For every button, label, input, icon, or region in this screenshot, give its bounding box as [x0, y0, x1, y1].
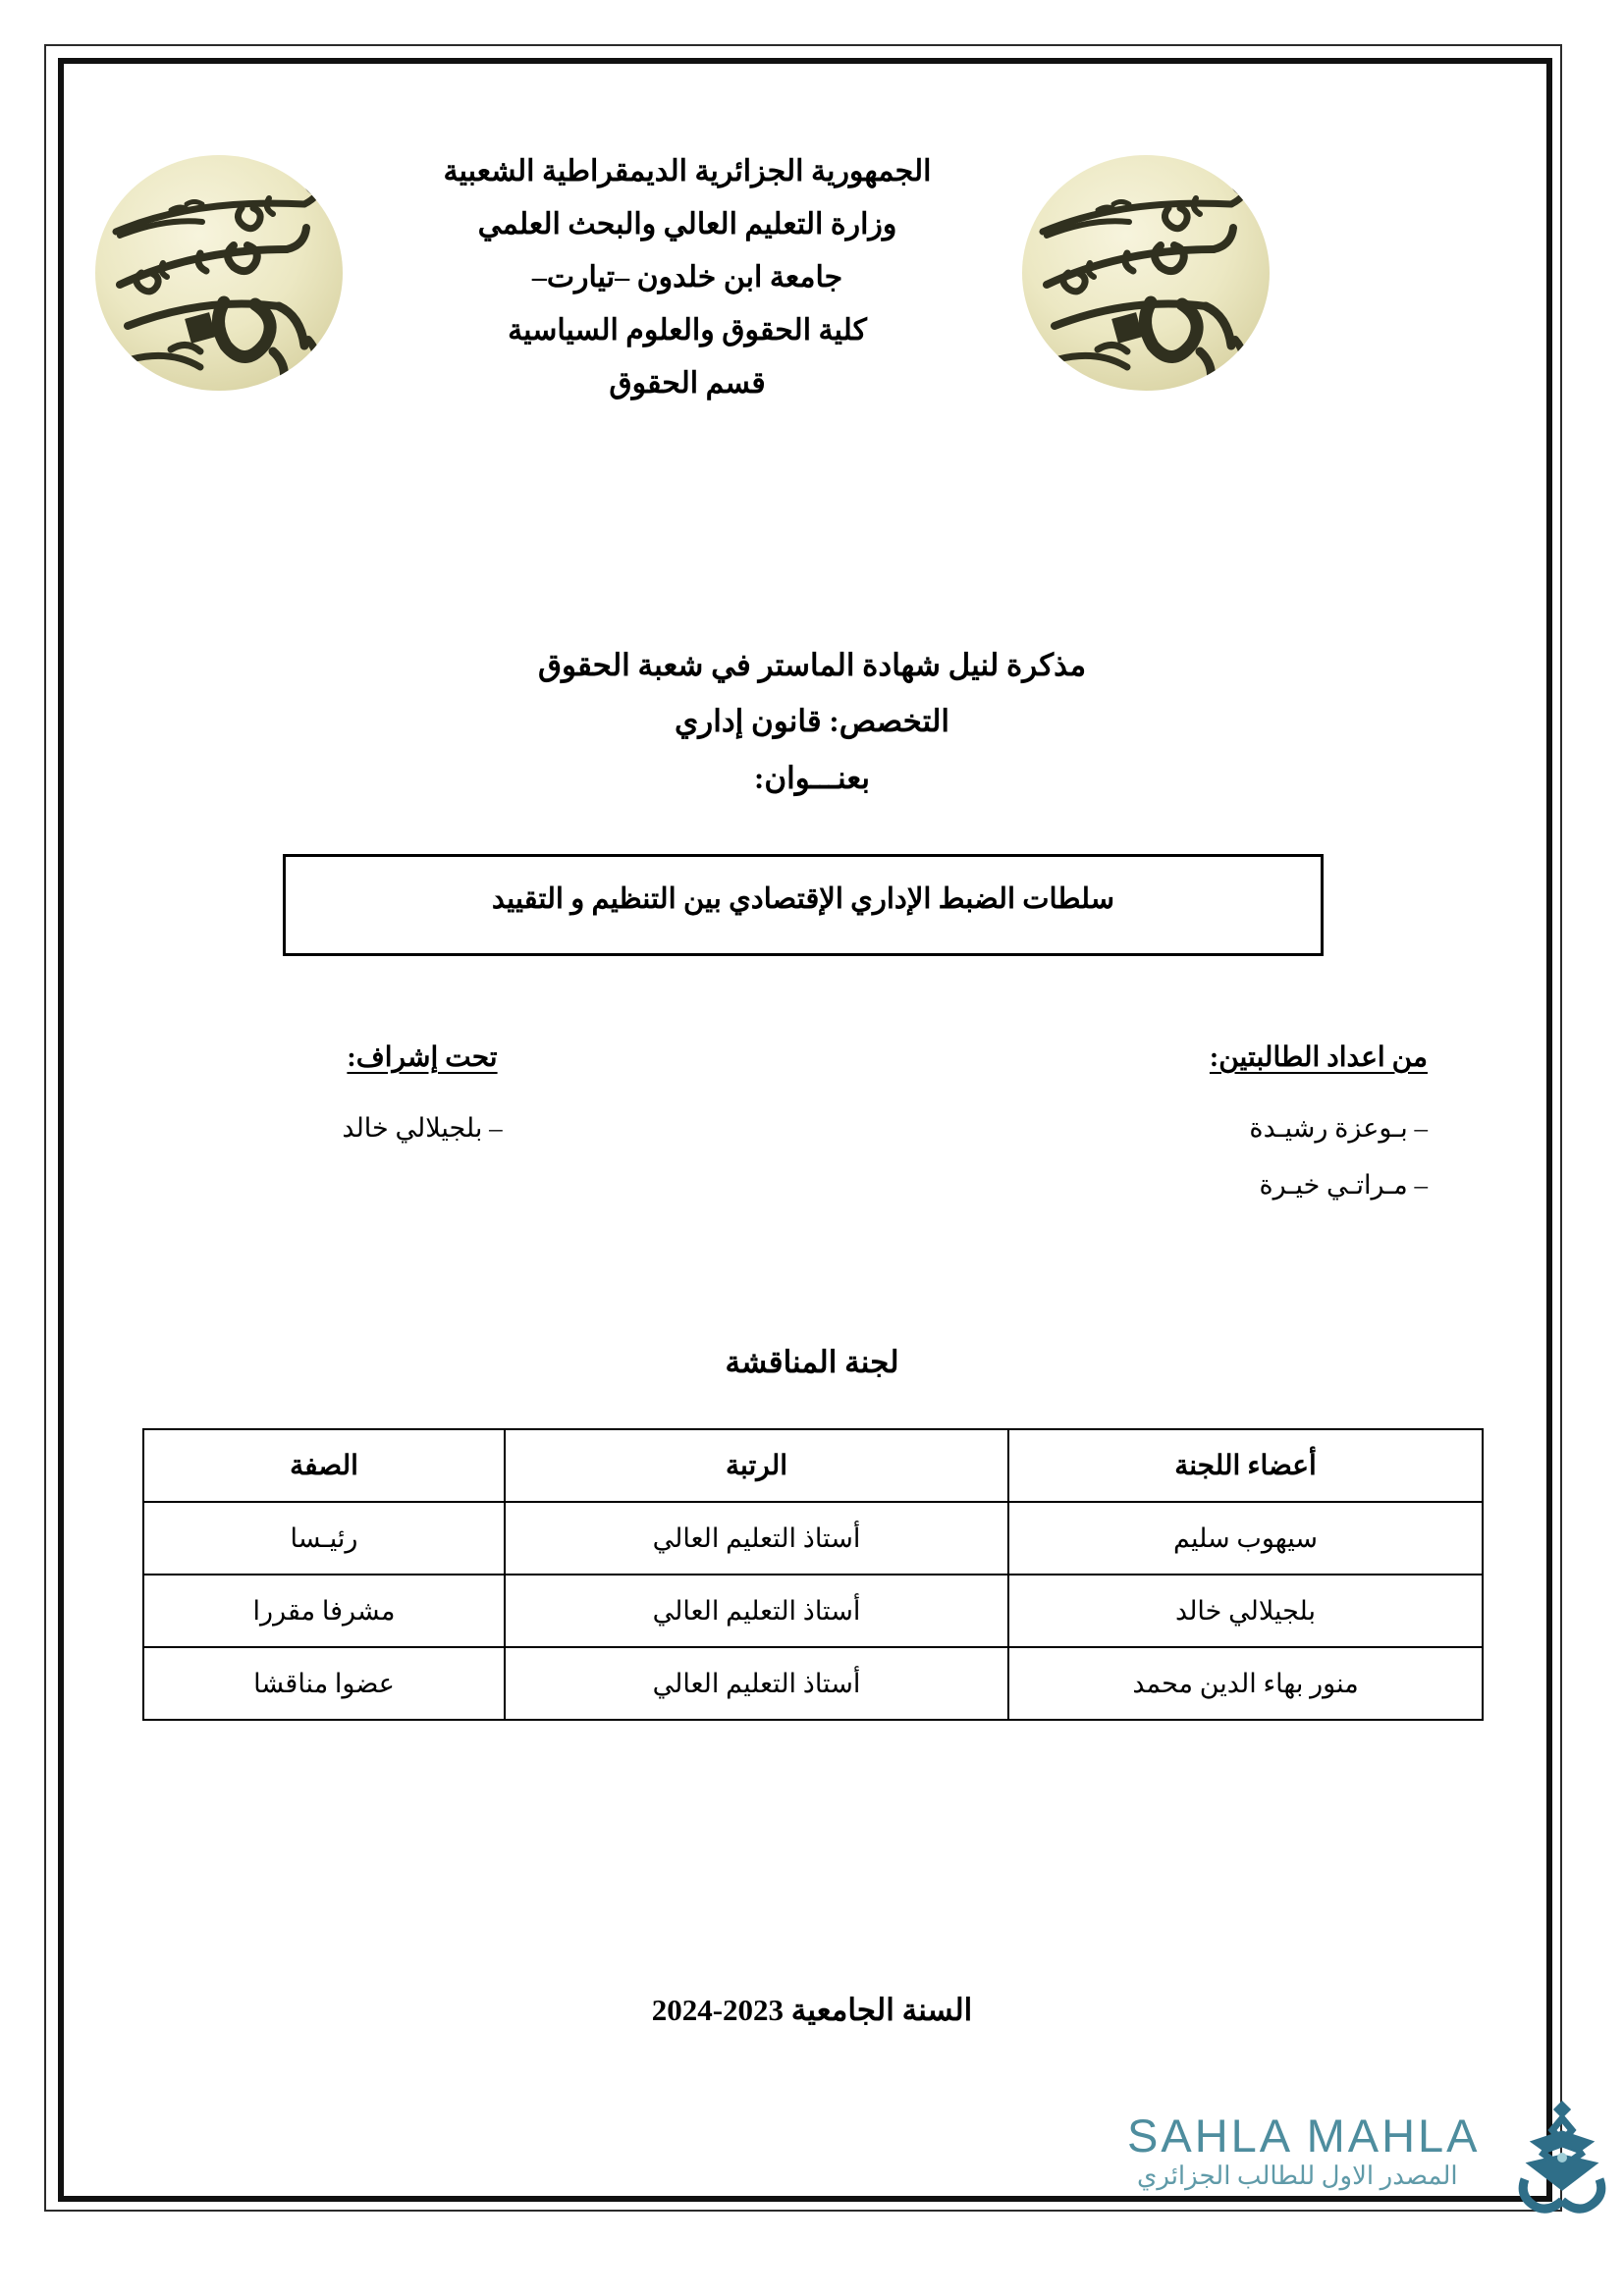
author-name-2: – مـراتـي خيـرة: [1259, 1170, 1428, 1200]
jury-member-name: بلجيلالي خالد: [1008, 1575, 1483, 1647]
jury-member-role: رئيـسا: [143, 1502, 505, 1575]
table-row: [143, 1575, 1483, 1647]
author-name-1: – بـوعزة رشيـدة: [1249, 1113, 1428, 1143]
degree-statement: مذكرة لنيل شهادة الماستر في شعبة الحقوق: [537, 648, 1087, 682]
table-row: [143, 1647, 1483, 1720]
jury-member-rank: أستاذ التعليم العالي: [505, 1575, 1008, 1647]
header-line-university: جامعة ابن خلدون –تيارت–: [531, 261, 843, 294]
sahla-mahla-watermark: [1127, 2109, 1618, 2236]
header-line-faculty: كلية الحقوق والعلوم السياسية: [508, 314, 867, 347]
degree-block: [321, 638, 1303, 807]
jury-col-members: أعضاء اللجنة: [1008, 1429, 1483, 1502]
jury-member-role: مشرفا مقررا: [143, 1575, 505, 1647]
watermark-tagline: المصدر الاول للطالب الجزائري: [1137, 2162, 1458, 2190]
university-logo-right: [1003, 147, 1288, 395]
watermark-brand-name: SAHLA MAHLA: [1127, 2109, 1481, 2162]
jury-member-rank: أستاذ التعليم العالي: [505, 1502, 1008, 1575]
authors-section: [1015, 1041, 1428, 1213]
supervisor-heading: تحت إشراف:: [347, 1042, 498, 1073]
jury-member-rank: أستاذ التعليم العالي: [505, 1647, 1008, 1720]
header-line-department: قسم الحقوق: [609, 367, 766, 400]
amazigh-ornament-icon: [1515, 2097, 1609, 2222]
entitled-label: بعنـــوان:: [754, 761, 870, 795]
university-logo-left: [77, 147, 361, 395]
specialty-line: التخصص: قانون إداري: [674, 704, 950, 738]
thesis-title: سلطات الضبط الإداري الإقتصادي بين التنظيم و التقييد: [491, 882, 1115, 915]
jury-col-role: الصفة: [143, 1429, 505, 1502]
jury-col-rank: الرتبة: [505, 1429, 1008, 1502]
header-line-country: الجمهورية الجزائرية الديمقراطية الشعبية: [443, 155, 932, 187]
jury-heading: لجنة المناقشة: [725, 1345, 899, 1379]
academic-year: السنة الجامعية 2023-2024: [651, 1993, 973, 2027]
authors-heading: من اعداد الطالبتين:: [1209, 1042, 1428, 1073]
institution-header: [373, 145, 1001, 410]
table-row: [143, 1502, 1483, 1575]
jury-member-role: عضوا مناقشا: [143, 1647, 505, 1720]
thesis-title-box: [283, 854, 1324, 956]
jury-table: [142, 1428, 1484, 1721]
jury-member-name: منور بهاء الدين محمد: [1008, 1647, 1483, 1720]
supervisor-name-1: – بلجيلالي خالد: [342, 1113, 503, 1143]
jury-table-header-row: [143, 1429, 1483, 1502]
supervisor-section: [226, 1041, 619, 1156]
header-line-ministry: وزارة التعليم العالي والبحث العلمي: [477, 208, 897, 240]
jury-member-name: سيهوب سليم: [1008, 1502, 1483, 1575]
